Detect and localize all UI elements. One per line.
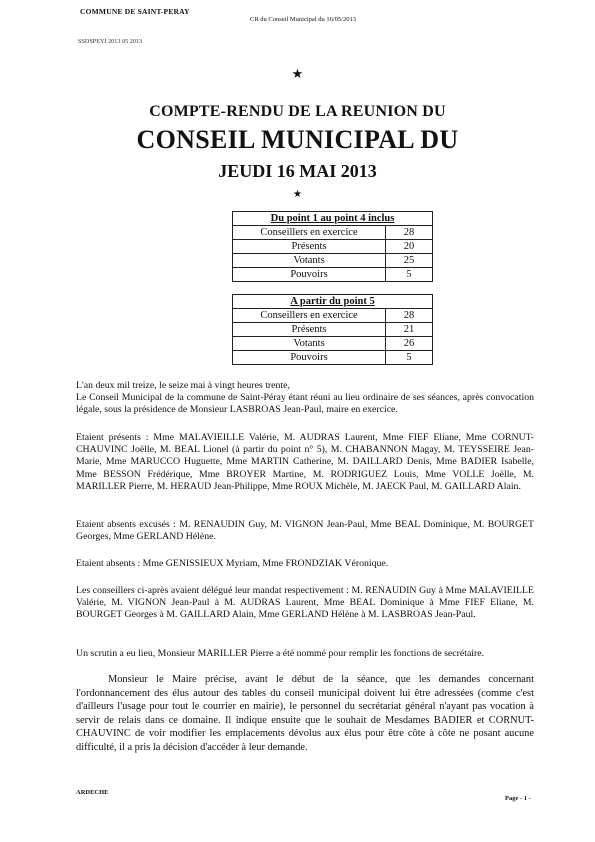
excused-members: Etaient absents excusés : M. RENAUDIN Guy, M. VIGNON Jean-Paul, Mme BEAL Dominique, M. BOURGET Georges, Mme GERLAND Hélène.	[76, 519, 534, 543]
secretary-election: Un scrutin a eu lieu, Monsieur MARILLER Pierre a été nommé pour remplir les fonctions de secrétaire.	[76, 648, 485, 659]
header-title: CR du Conseil Municipal du 16/05/2013	[250, 16, 356, 23]
table-row	[233, 268, 433, 282]
row-label: Pouvoirs	[233, 351, 386, 365]
table-row	[233, 309, 433, 323]
star-icon: ★	[291, 66, 304, 81]
row-value: 5	[386, 268, 433, 282]
mayor-statement: Monsieur le Maire précise, avant le début de la séance, que les demandes concernant l'ordonnancement des élus autour des tables du conseil municipal doivent lui être adressées (comme c'est d'ailleurs l'usage pour tout le courrier en mairie), le personnel du secrétariat général n'ayant pas vocation à servir de relais dans ce domaine. Il indique ensuite que le souhait de Mesdames BADIER et CORNUT-CHAUVINC de voir modifier les emplacements dévolus aux élus pour être côte à côte ne posant aucune difficulté, il a pris la décision d'accéder à leur demande.	[76, 674, 534, 753]
attendance-table-2	[232, 294, 433, 365]
row-value: 25	[386, 254, 433, 268]
table-heading: Du point 1 au point 4 inclus	[233, 212, 433, 226]
row-label: Votants	[233, 337, 386, 351]
footer-department: ARDECHE	[76, 789, 109, 796]
attendance-table-1	[232, 211, 433, 282]
row-value: 28	[386, 309, 433, 323]
row-value: 20	[386, 240, 433, 254]
title-line-3: JEUDI 16 MAI 2013	[218, 161, 377, 181]
row-label: Conseillers en exercice	[233, 226, 386, 240]
title-line-2: CONSEIL MUNICIPAL DU	[136, 125, 459, 154]
row-label: Votants	[233, 254, 386, 268]
row-label: Conseillers en exercice	[233, 309, 386, 323]
star-icon: ★	[293, 189, 302, 200]
title-line-1: COMPTE-RENDU DE LA REUNION DU	[149, 103, 446, 120]
row-value: 21	[386, 323, 433, 337]
table-row	[233, 240, 433, 254]
table-row	[233, 226, 433, 240]
row-label: Pouvoirs	[233, 268, 386, 282]
row-value: 26	[386, 337, 433, 351]
row-label: Présents	[233, 240, 386, 254]
present-members: Etaient présents : Mme MALAVIEILLE Valérie, M. AUDRAS Laurent, Mme FIEF Eliane, Mme CORNUT-CHAUVINC Joëlle, M. BEAL Lionel (à partir du point n° 5), M. CHABANNON Magay, M. TEYSSEIRE Jean-Marie, Mme MARUCCO Huguette, Mme MARTIN Catherine, M. DAILLARD Denis, Mme BADIER Isabelle, Mme BESSON Frédérique, Mme BROYER Martine, M. RODRIGUEZ Louis, Mme VOLLE Joëlle, M. MARILLER Pierre, M. HERAUD Jean-Philippe, Mme ROUX Michèle, M. JAECK Paul, M. GAILLARD Alain.	[76, 432, 534, 492]
absent-members: Etaient absents : Mme GENISSIEUX Myriam, Mme FRONDZIAK Véronique.	[76, 558, 389, 569]
table-row	[233, 254, 433, 268]
row-value: 28	[386, 226, 433, 240]
table-heading: A partir du point 5	[233, 295, 433, 309]
header-commune: COMMUNE DE SAINT-PERAY	[80, 7, 190, 16]
table-row	[233, 351, 433, 365]
table-row	[233, 323, 433, 337]
header-reference: SSDSPEYI 2013 05 2013	[78, 38, 143, 45]
page-number: Page - 1 -	[505, 795, 531, 802]
row-value: 5	[386, 351, 433, 365]
session-convocation: Le Conseil Municipal de la commune de Saint-Péray étant réuni au lieu ordinaire de ses séances, après convocation légale, sous la présidence de Monsieur LASBROAS Jean-Paul, maire en exercice.	[76, 392, 534, 416]
opening-paragraph	[76, 380, 534, 417]
table-row	[233, 337, 433, 351]
row-label: Présents	[233, 323, 386, 337]
session-date: L'an deux mil treize, le seize mai à vingt heures trente,	[76, 380, 290, 391]
proxy-delegations: Les conseillers ci-après avaient délégué leur mandat respectivement : M. RENAUDIN Guy à Mme MALAVIEILLE Valérie, M. VIGNON Jean-Paul à M. AUDRAS Laurent, Mme BEAL Dominique à Mme FIEF Eliane, M. BOURGET Georges à M. GAILLARD Alain, Mme GERLAND Hélène à M. LASBROAS Jean-Paul.	[76, 585, 534, 621]
